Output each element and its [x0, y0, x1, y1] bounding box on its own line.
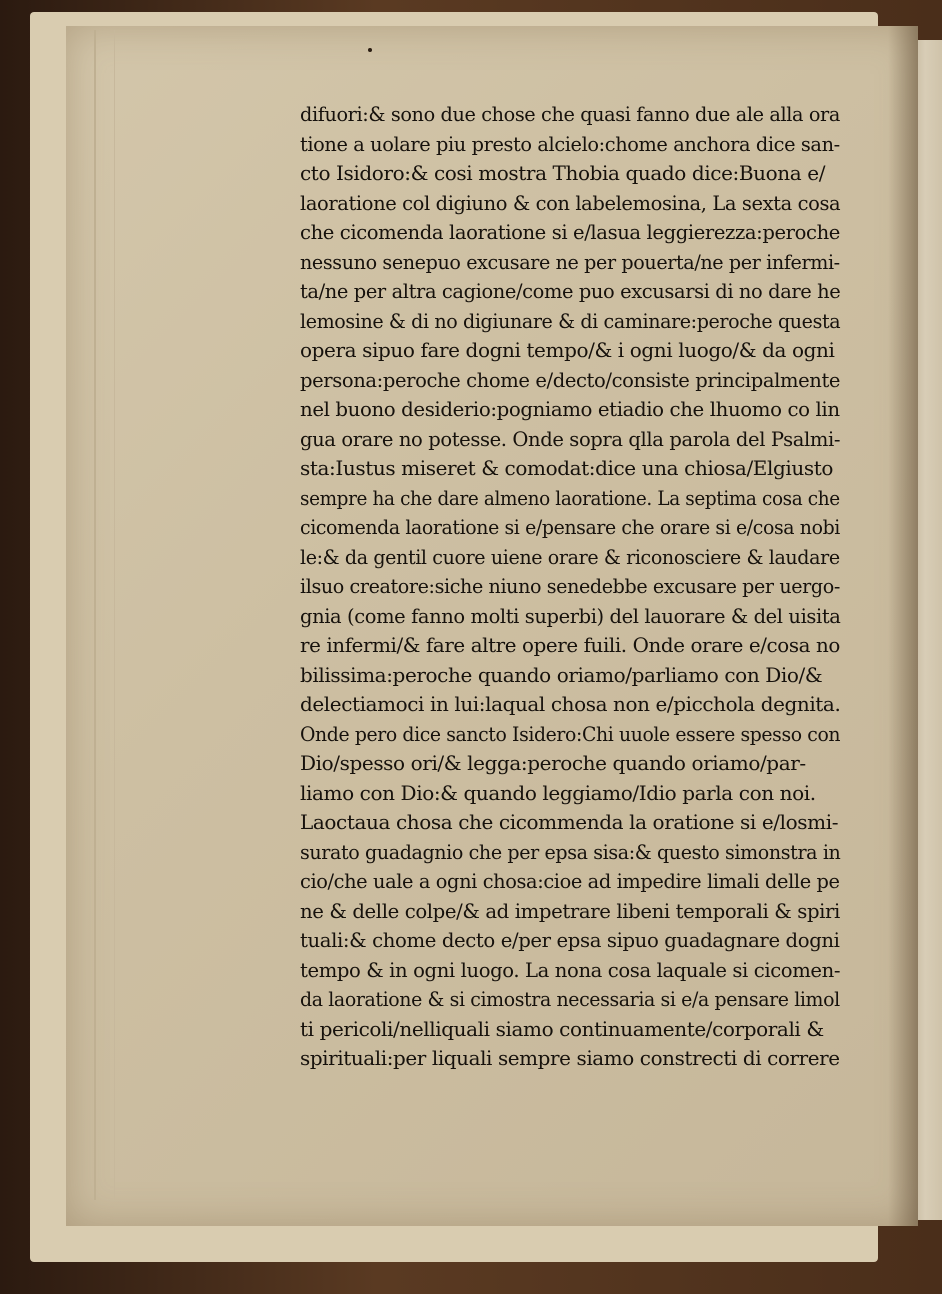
- text-line: nel buono desiderio:pogniamo etiadio che lhuomo co lin: [300, 397, 840, 421]
- text-line: opera sipuo fare dogni tempo/& i ogni luogo/& da ogni: [300, 338, 835, 362]
- text-line: che cicomenda laoratione si e/lasua leggierezza:peroche: [300, 220, 841, 244]
- text-line: liamo con Dio:& quando leggiamo/Idio parla con noi.: [300, 780, 816, 805]
- text-line: difuori:& sono due chose che quasi fanno due ale alla ora: [300, 102, 840, 126]
- text-line: gnia (come fanno molti superbi) del lauorare & del uisita: [300, 603, 841, 628]
- text-line: ti pericoli/nelliquali siamo continuamente/corporali &: [300, 1016, 824, 1041]
- text-line: spirituali:per liquali sempre siamo constrecti di correre: [300, 1046, 840, 1070]
- text-line: ne & delle colpe/& ad impetrare libeni temporali & spiri: [300, 898, 840, 923]
- text-line: bilissima:peroche quando oriamo/parliamo con Dio/&: [300, 662, 823, 687]
- text-line: Dio/spesso ori/& legga:peroche quando oriamo/par-: [300, 751, 806, 775]
- text-line: Onde pero dice sancto Isidero:Chi uuole essere spesso con: [300, 721, 841, 746]
- text-line: ilsuo creatore:siche niuno senedebbe excusare per uergo-: [300, 574, 840, 598]
- text-line: persona:peroche chome e/decto/consiste principalmente: [300, 367, 841, 392]
- page-edge-stack: [94, 30, 115, 1200]
- gutter-shadow: [888, 26, 918, 1226]
- ink-speck: [368, 48, 372, 52]
- text-line: nessuno senepuo excusare ne per pouerta/ne per infermi-: [300, 249, 840, 274]
- text-line: delectiamoci in lui:laqual chosa non e/picchola degnita.: [300, 692, 841, 716]
- text-line: cicomenda laoratione si e/pensare che orare si e/cosa nobi: [300, 515, 840, 539]
- text-line: ta/ne per altra cagione/come puo excusarsi di no dare he: [300, 279, 841, 303]
- text-line: lemosine & di no digiunare & di caminare:peroche questa: [300, 308, 841, 333]
- text-line: re infermi/& fare altre opere fuili. Onde orare e/cosa no: [300, 633, 840, 657]
- text-line: Laoctaua chosa che cicommenda la oratione si e/losmi-: [300, 810, 839, 834]
- text-line: le:& da gentil cuore uiene orare & riconosciere & laudare: [300, 544, 840, 569]
- text-line: tuali:& chome decto e/per epsa sipuo guadagnare dogni: [300, 928, 840, 952]
- text-line: tione a uolare piu presto alcielo:chome anchora dice san-: [300, 131, 840, 156]
- text-block: [300, 100, 840, 1074]
- text-line: sta:Iustus miseret & comodat:dice una chiosa/Elgiusto: [300, 456, 834, 480]
- text-line: laoratione col digiuno & con labelemosina, La sexta cosa: [300, 190, 841, 215]
- text-line: tempo & in ogni luogo. La nona cosa laquale si cicomen-: [300, 957, 841, 982]
- text-line: gua orare no potesse. Onde sopra qlla parola del Psalmi-: [300, 426, 841, 451]
- text-line: cto Isidoro:& cosi mostra Thobia quado dice:Buona e/: [300, 161, 826, 185]
- text-line: sempre ha che dare almeno laoratione. La septima cosa che: [300, 485, 840, 510]
- text-line: cio/che uale a ogni chosa:cioe ad impedire limali delle pe: [300, 869, 840, 893]
- text-line: da laoratione & si cimostra necessaria si e/a pensare limol: [300, 987, 840, 1011]
- text-line: surato guadagnio che per epsa sisa:& questo simonstra in: [300, 839, 841, 864]
